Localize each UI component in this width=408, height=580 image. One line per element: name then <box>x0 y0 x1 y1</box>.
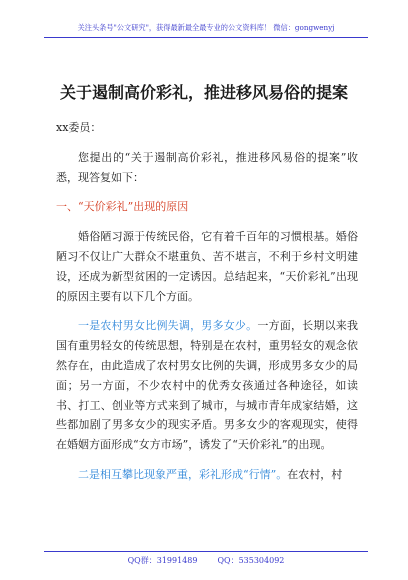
lead-sentence: 一是农村男女比例失调，男多女少。 <box>78 319 258 333</box>
footer-divider <box>44 551 368 552</box>
header-divider <box>44 37 368 38</box>
paragraph-gender-imbalance <box>56 316 358 455</box>
paragraph-text: 在农村，村 <box>287 467 343 481</box>
salutation: xx委员： <box>56 121 102 134</box>
document-title: 关于遏制高价彩礼，推进移风易俗的提案 <box>59 83 348 102</box>
qq-group: QQ群：31991489 <box>127 556 198 565</box>
paragraph-text: 一方面，长期以来我国有重男轻女的传统思想，特别是在农村，重男轻女的观念依然存在，由此造成了农村男女比例的失调，形成男多女少的局面；另一方面，不少农村中的优秀女孩通过各种途径，如读书、打工、创业等方式来到了城市，与城市青年成家结婚，这些都加剧了男多女少的现实矛盾。男多女少的客观现实，使得在婚姻方面形成“女方市场”，诱发了“天价彩礼”的出现。 <box>56 319 359 452</box>
paragraph-comparison <box>56 465 358 485</box>
page-footer <box>44 555 368 566</box>
qq-number: QQ：535304092 <box>217 556 285 565</box>
page-header: 关注头条号"公文研究"，获得最新最全最专业的公文资料库！ 微信：gongwenyj <box>77 23 335 32</box>
paragraph-causes-summary: 婚俗陋习源于传统民俗，它有着千百年的习惯根基。婚俗陋习不仅让广大群众不堪重负、苦不堪言，不利于乡村文明建设，还成为新型贫困的一定诱因。总结起来，“天价彩礼”出现的原因主要有以下几个方面。 <box>56 230 358 303</box>
section-heading: 一、“天价彩礼”出现的原因 <box>56 200 189 214</box>
lead-sentence: 二是相互攀比现象严重，彩礼形成“行情”。 <box>78 467 288 481</box>
intro-paragraph: 您提出的“关于遏制高价彩礼，推进移风易俗的提案”收悉，现答复如下： <box>56 150 358 184</box>
document-body <box>56 118 358 485</box>
